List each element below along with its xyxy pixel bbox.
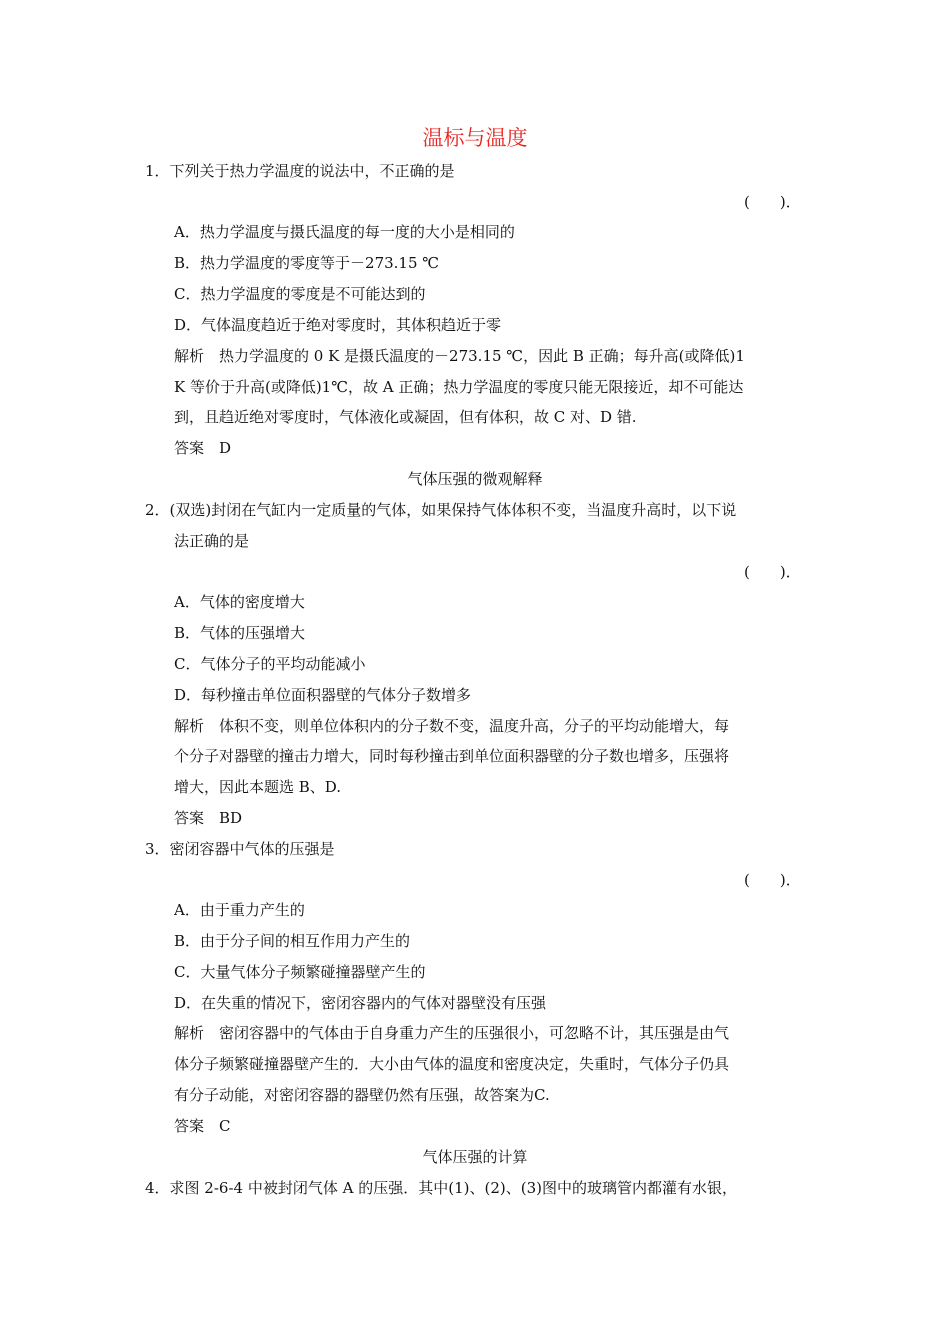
question-2-option-a: A．气体的密度增大 [174, 593, 305, 611]
question-1-option-c: C．热力学温度的零度是不可能达到的 [174, 285, 426, 303]
question-2-stem-line: 法正确的是 [174, 532, 250, 550]
question-4-stem: 4．求图 2-6-4 中被封闭气体 A 的压强．其中(1)、(2)、(3)图中的玻璃管内都灌有水银， [145, 1179, 737, 1197]
question-1-stem: 1．下列关于热力学温度的说法中，不正确的是 [145, 162, 455, 180]
question-1-option-b: B．热力学温度的零度等于－273.15 ℃ [174, 254, 440, 272]
question-3-answer-bracket: ( )． [744, 871, 801, 889]
question-1-analysis-line: K 等价于升高(或降低)1℃，故 A 正确；热力学温度的零度只能无限接近，却不可能达 [174, 378, 744, 396]
question-3-option-c: C．大量气体分子频繁碰撞器壁产生的 [174, 963, 426, 981]
question-1-answer-bracket: ( )． [744, 193, 801, 211]
page-title: 温标与温度 [422, 126, 528, 150]
question-3-analysis-line: 解析 密闭容器中的气体由于自身重力产生的压强很小，可忽略不计，其压强是由气 [174, 1024, 730, 1042]
section-heading-pressure-calc: 气体压强的计算 [422, 1148, 528, 1166]
question-1-answer: 答案 D [174, 439, 232, 457]
question-3-stem: 3．密闭容器中气体的压强是 [145, 840, 335, 858]
question-2-stem-line: 2．(双选)封闭在气缸内一定质量的气体，如果保持气体体积不变，当温度升高时，以下说 [145, 501, 737, 519]
question-3-answer: 答案 C [174, 1117, 231, 1135]
question-3-option-d: D．在失重的情况下，密闭容器内的气体对器壁没有压强 [174, 994, 547, 1012]
question-2-analysis-line: 个分子对器壁的撞击力增大，同时每秒撞击到单位面积器壁的分子数也增多，压强将 [174, 747, 730, 765]
question-2-option-b: B．气体的压强增大 [174, 624, 306, 642]
question-3-option-a: A．由于重力产生的 [174, 901, 305, 919]
question-3-option-b: B．由于分子间的相互作用力产生的 [174, 932, 411, 950]
question-2-analysis-line: 增大，因此本题选 B、D. [174, 778, 342, 796]
section-heading-micro-pressure: 气体压强的微观解释 [407, 470, 543, 488]
question-1-analysis-line: 到，且趋近绝对零度时，气体液化或凝固，但有体积，故 C 对、D 错. [174, 408, 637, 426]
question-1-option-a: A．热力学温度与摄氏温度的每一度的大小是相同的 [174, 223, 515, 241]
question-2-answer-bracket: ( )． [744, 563, 801, 581]
question-2-option-d: D．每秒撞击单位面积器壁的气体分子数增多 [174, 686, 472, 704]
question-1-option-d: D．气体温度趋近于绝对零度时，其体积趋近于零 [174, 316, 502, 334]
question-2-option-c: C．气体分子的平均动能减小 [174, 655, 366, 673]
question-3-analysis-line: 有分子动能，对密闭容器的器壁仍然有压强，故答案为C. [174, 1086, 550, 1104]
question-1-analysis-line: 解析 热力学温度的 0 K 是摄氏温度的－273.15 ℃，因此 B 正确；每升高(或降低)1 [174, 347, 745, 365]
question-3-analysis-line: 体分子频繁碰撞器壁产生的．大小由气体的温度和密度决定，失重时，气体分子仍具 [174, 1055, 730, 1073]
question-2-answer: 答案 BD [174, 809, 243, 827]
question-2-analysis-line: 解析 体积不变，则单位体积内的分子数不变，温度升高，分子的平均动能增大，每 [174, 717, 730, 735]
